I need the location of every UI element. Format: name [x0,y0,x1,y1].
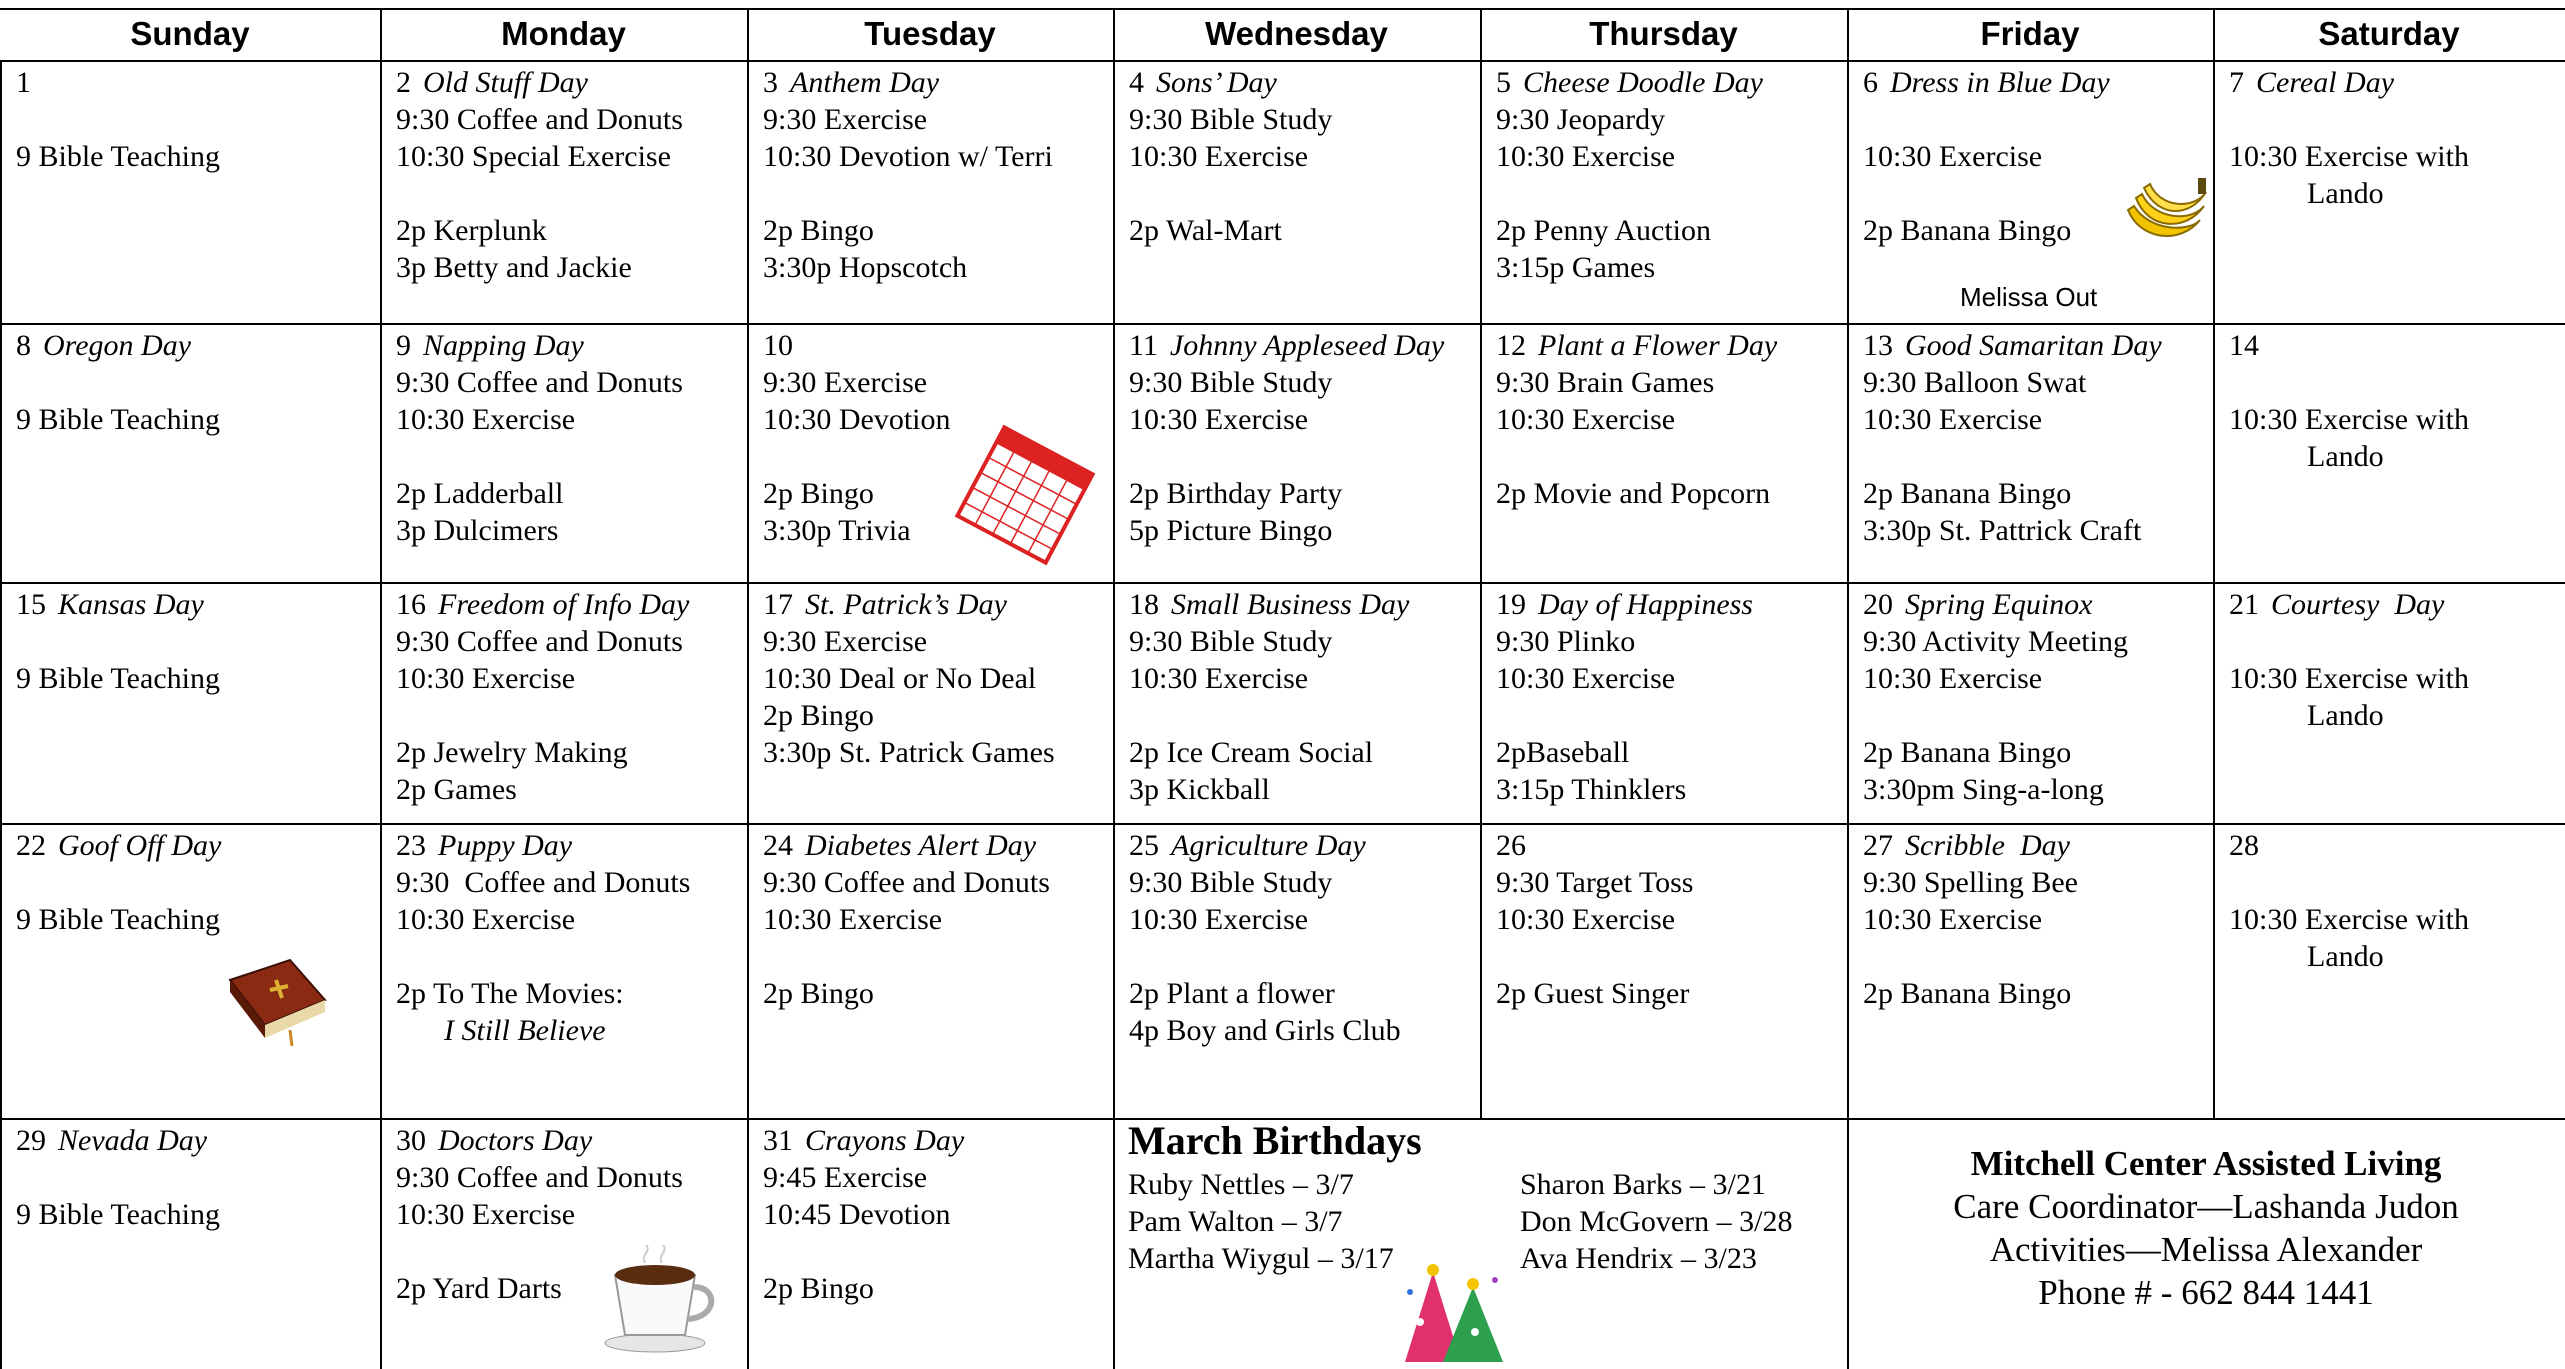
activity-line: 9:30 Exercise [763,103,928,136]
activity-line: 2p Banana Bingo [1863,477,2072,510]
day-cell [1480,582,1847,823]
activity-line: 9:30 Bible Study [1129,866,1333,899]
activity-line: 10:30 Exercise [763,903,943,936]
activity-line: 9 Bible Teaching [16,403,220,436]
activity-line: 5p Picture Bingo [1129,514,1333,547]
activity-line: 2pBaseball [1496,736,1630,769]
activity-line [1863,938,2213,975]
activity-line: 3:15p Thinklers [1496,773,1687,806]
activity-line [763,175,1113,212]
activity-line [396,697,747,734]
day-number: 14 [2229,329,2259,362]
party-hats-icon [1395,1262,1515,1367]
activity-line: 10:30 Exercise [1496,903,1676,936]
activity-line: 10:30 Exercise [396,662,576,695]
activity-line: 9:30 Bible Study [1129,625,1333,658]
day-heading [1496,327,1847,364]
activity-line [396,938,747,975]
day-heading [396,586,747,623]
day-cell [747,823,1113,1118]
day-number: 29 [16,1124,46,1157]
day-heading [1129,327,1480,364]
header-separator [1847,8,1849,60]
friday-note: Melissa Out [1960,282,2098,312]
activity-line: 10:30 Special Exercise [396,140,671,173]
activity-line [16,864,380,901]
day-theme: Courtesy Day [2271,588,2445,621]
day-theme: Sons’ Day [1156,66,1277,99]
activity-line [1496,697,1847,734]
day-cell [380,823,747,1118]
day-number: 18 [1129,588,1159,621]
day-number: 2 [396,66,411,99]
activity-line: 9 Bible Teaching [16,1198,220,1231]
activity-line: 10:30 Deal or No Deal [763,662,1037,695]
activity-line [1129,175,1480,212]
activity-line: 9:30 Exercise [763,366,928,399]
day-heading [763,327,1113,364]
day-heading [2229,327,2565,364]
bingo-card-icon [950,420,1100,570]
activity-line: 2p Bingo [763,977,874,1010]
day-theme: Dress in Blue Day [1890,66,2110,99]
activity-line: 2p Wal-Mart [1129,214,1282,247]
care-coordinator: Care Coordinator—Lashanda Judon [1953,1187,2459,1226]
activity-line: 9:30 Spelling Bee [1863,866,2078,899]
day-cell [1113,823,1480,1118]
activity-line: 9:30 Coffee and Donuts [396,866,691,899]
day-theme: Small Business Day [1171,588,1410,621]
day-cell [1480,823,1847,1118]
day-cell [2213,582,2565,823]
activity-line [763,938,1113,975]
day-number: 12 [1496,329,1526,362]
day-heading [1496,64,1847,101]
day-cell [1847,823,2213,1118]
day-heading [16,327,380,364]
activity-line [16,364,380,401]
activity-line [2229,864,2565,901]
day-heading [2229,827,2565,864]
header-separator [380,8,382,60]
activity-line: 10:30 Devotion w/ Terri [763,140,1053,173]
day-number: 25 [1129,829,1159,862]
activity-line: 9:30 Coffee and Donuts [396,103,683,136]
day-theme: Crayons Day [805,1124,965,1157]
day-number: 30 [396,1124,426,1157]
header-wednesday: Wednesday [1205,15,1388,52]
activity-line: 9:30 Bible Study [1129,366,1333,399]
activity-line [16,101,380,138]
day-theme: Doctors Day [438,1124,593,1157]
day-number: 23 [396,829,426,862]
birthday-entry: Pam Walton – 3/7 [1128,1205,1343,1238]
day-theme: Oregon Day [43,329,192,362]
header-friday: Friday [1980,15,2080,52]
day-theme: Goof Off Day [58,829,222,862]
activity-line: 2p Jewelry Making [396,736,628,769]
activity-line: 9:30 Coffee and Donuts [396,366,683,399]
day-heading [763,64,1113,101]
day-number: 11 [1129,329,1158,362]
activity-line: 10:30 Devotion [763,403,951,436]
activity-line: 10:30 Exercise [396,903,576,936]
activity-line: 2p Yard Darts [396,1272,562,1305]
activity-line: 2p Kerplunk [396,214,547,247]
day-cell [0,582,380,823]
activity-line: 9:45 Exercise [763,1161,928,1194]
activity-line [2229,101,2565,138]
day-heading [2229,586,2565,623]
day-heading [763,1122,1113,1159]
day-number: 31 [763,1124,793,1157]
activity-line: 2p Banana Bingo [1863,977,2072,1010]
header-thursday: Thursday [1589,15,1738,52]
day-number: 26 [1496,829,1526,862]
day-theme: Kansas Day [58,588,204,621]
day-cell [2213,60,2565,323]
bible-icon [220,950,330,1050]
birthday-entry: Don McGovern – 3/28 [1520,1205,1793,1238]
activity-line: 2p To The Movies: [396,977,624,1010]
day-heading [396,1122,747,1159]
activity-line: 3p Dulcimers [396,514,559,547]
activity-line: 10:30 Exercise [1129,140,1309,173]
activity-line [2229,364,2565,401]
facility-info [1847,1142,2565,1314]
activity-line: 2p Banana Bingo [1863,736,2072,769]
day-cell [747,60,1113,323]
activity-line [1863,697,2213,734]
day-theme: Nevada Day [58,1124,208,1157]
day-theme: Cheese Doodle Day [1523,66,1763,99]
day-number: 21 [2229,588,2259,621]
activity-line: 3:30p Trivia [763,514,911,547]
activity-line [16,1159,380,1196]
activity-line: 2p Bingo [763,214,874,247]
activity-line: Lando [2307,177,2384,210]
day-heading [396,327,747,364]
activity-line [396,438,747,475]
activity-line: Lando [2307,940,2384,973]
day-heading [1129,64,1480,101]
activity-line [1129,697,1480,734]
birthdays-left [1128,1166,1394,1277]
activity-line: 10:30 Exercise [1863,903,2043,936]
activity-line: 9 Bible Teaching [16,903,220,936]
day-theme: Day of Happiness [1538,588,1753,621]
day-cell [0,60,380,323]
day-cell [747,582,1113,823]
activity-line [1129,438,1480,475]
activity-line: 3p Betty and Jackie [396,251,632,284]
birthday-entry: Martha Wiygul – 3/17 [1128,1242,1394,1275]
activity-line: 9:30 Jeopardy [1496,103,1666,136]
activity-line: 9:30 Bible Study [1129,103,1333,136]
activity-line: I Still Believe [444,1014,606,1047]
activity-line [1496,175,1847,212]
day-theme: Anthem Day [790,66,940,99]
activity-line: 2p Ladderball [396,477,564,510]
day-heading [1129,586,1480,623]
day-theme: St. Patrick’s Day [805,588,1007,621]
day-number: 15 [16,588,46,621]
activity-line: Lando [2307,699,2384,732]
activity-line: 9:30 Plinko [1496,625,1636,658]
day-heading [1863,827,2213,864]
activity-line: 2p Bingo [763,477,874,510]
header-separator [1113,8,1115,60]
day-theme: Scribble Day [1905,829,2070,862]
day-theme: Puppy Day [438,829,573,862]
activity-line: 10:30 Exercise [1129,903,1309,936]
day-cell [1480,323,1847,582]
facility-name: Mitchell Center Assisted Living [1970,1144,2442,1183]
activity-line [763,1233,1113,1270]
day-number: 7 [2229,66,2244,99]
day-number: 10 [763,329,793,362]
activity-line: 10:30 Exercise with [2229,140,2469,173]
activity-line: 2p Guest Singer [1496,977,1690,1010]
activity-line: 2p Plant a flower [1129,977,1335,1010]
activity-line: 2p Bingo [763,1272,874,1305]
birthday-entry: Ruby Nettles – 3/7 [1128,1168,1354,1201]
birthday-entry: Ava Hendrix – 3/23 [1520,1242,1757,1275]
day-number: 17 [763,588,793,621]
day-heading [763,827,1113,864]
day-cell [1480,60,1847,323]
activity-line: 10:30 Exercise [396,403,576,436]
day-heading [16,586,380,623]
activity-line [1129,938,1480,975]
activity-line: 3:30pm Sing-a-long [1863,773,2104,806]
header-sunday: Sunday [130,15,250,52]
activity-line: 3:30p St. Pattrick Craft [1863,514,2142,547]
day-cell [1847,323,2213,582]
day-number: 27 [1863,829,1893,862]
day-heading [16,827,380,864]
activity-line: 10:30 Exercise with [2229,403,2469,436]
activity-line: 2p Movie and Popcorn [1496,477,1771,510]
day-heading [16,64,380,101]
birthdays-right [1520,1166,1792,1277]
activity-line: 10:30 Exercise [1129,403,1309,436]
activity-line: 10:30 Exercise [1863,140,2043,173]
activity-line: 10:30 Exercise with [2229,903,2469,936]
activity-line: 9:30 Balloon Swat [1863,366,2087,399]
day-cell [0,1118,380,1369]
activity-line: 10:30 Exercise [1496,140,1676,173]
header-tuesday: Tuesday [864,15,996,52]
activity-line: 2p Bingo [763,699,874,732]
activity-line: 2p Banana Bingo [1863,214,2072,247]
day-heading [1129,827,1480,864]
coffee-cup-icon [600,1245,720,1355]
birthday-entry: Sharon Barks – 3/21 [1520,1168,1766,1201]
day-cell [2213,323,2565,582]
activity-line [1863,438,2213,475]
day-heading [396,64,747,101]
header-separator [1480,8,1482,60]
activity-line: 9:30 Coffee and Donuts [396,625,683,658]
activity-line: 10:30 Exercise with [2229,662,2469,695]
day-number: 1 [16,66,31,99]
day-number: 8 [16,329,31,362]
header-separator [2213,8,2215,60]
activities-director: Activities—Melissa Alexander [1989,1230,2423,1269]
activity-line: 3:30p St. Patrick Games [763,736,1055,769]
activity-line: 10:30 Exercise [1496,662,1676,695]
day-theme: Napping Day [423,329,584,362]
day-heading [1496,827,1847,864]
activity-line: 4p Boy and Girls Club [1129,1014,1401,1047]
day-heading [1863,586,2213,623]
day-cell [747,1118,1113,1369]
activity-line: 9:30 Exercise [763,625,928,658]
day-number: 20 [1863,588,1893,621]
activity-line: 10:30 Exercise [1863,403,2043,436]
top-border [0,8,2565,10]
day-theme: Agriculture Day [1171,829,1366,862]
day-number: 9 [396,329,411,362]
activity-line [2229,623,2565,660]
day-heading [763,586,1113,623]
day-cell [1113,582,1480,823]
day-theme: Freedom of Info Day [438,588,690,621]
day-number: 13 [1863,329,1893,362]
activity-line: 2p Birthday Party [1129,477,1343,510]
activity-line: 10:30 Exercise [396,1198,576,1231]
day-cell [1847,582,2213,823]
activity-line: 9:30 Brain Games [1496,366,1715,399]
activity-line: 9:30 Coffee and Donuts [763,866,1050,899]
day-heading [2229,64,2565,101]
day-theme: Diabetes Alert Day [805,829,1037,862]
day-number: 3 [763,66,778,99]
day-number: 22 [16,829,46,862]
day-cell [0,323,380,582]
day-cell [2213,823,2565,1118]
header-monday: Monday [501,15,626,52]
day-theme: Plant a Flower Day [1538,329,1778,362]
day-cell [380,323,747,582]
header-divider [0,60,2565,62]
day-number: 28 [2229,829,2259,862]
activity-line: 3p Kickball [1129,773,1270,806]
day-number: 19 [1496,588,1526,621]
day-cell [380,582,747,823]
activity-line: 2p Ice Cream Social [1129,736,1374,769]
activity-line: 9:30 Target Toss [1496,866,1694,899]
day-heading [1863,64,2213,101]
day-cell [380,60,747,323]
activity-line: 9:30 Coffee and Donuts [396,1161,683,1194]
birthdays-title: March Birthdays [1128,1118,1422,1163]
activity-line: 3:15p Games [1496,251,1656,284]
activity-line [396,175,747,212]
day-cell [1113,60,1480,323]
activity-line [16,623,380,660]
day-number: 24 [763,829,793,862]
header-saturday: Saturday [2318,15,2460,52]
day-cell [1113,323,1480,582]
day-theme: Cereal Day [2256,66,2395,99]
activity-line: 9:30 Activity Meeting [1863,625,2128,658]
day-number: 5 [1496,66,1511,99]
activity-line: Lando [2307,440,2384,473]
activity-line: 10:45 Devotion [763,1198,951,1231]
day-theme: Old Stuff Day [423,66,588,99]
facility-phone: Phone # - 662 844 1441 [2038,1273,2374,1312]
day-number: 6 [1863,66,1878,99]
day-heading [1496,586,1847,623]
header-separator [747,8,749,60]
day-heading [1863,327,2213,364]
day-heading [396,827,747,864]
activity-line: 10:30 Exercise [1496,403,1676,436]
day-number: 4 [1129,66,1144,99]
day-number: 16 [396,588,426,621]
activity-line: 9 Bible Teaching [16,662,220,695]
activity-line: 2p Penny Auction [1496,214,1711,247]
activity-line: 10:30 Exercise [1863,662,2043,695]
activity-line [1863,101,2213,138]
activity-line: 2p Games [396,773,517,806]
activity-line [1496,438,1847,475]
day-theme: Johnny Appleseed Day [1169,329,1445,362]
activity-line: 10:30 Exercise [1129,662,1309,695]
activity-line [1496,938,1847,975]
activity-line: 3:30p Hopscotch [763,251,968,284]
day-heading [16,1122,380,1159]
banana-icon [2120,170,2208,250]
day-theme: Good Samaritan Day [1905,329,2162,362]
activity-line: 9 Bible Teaching [16,140,220,173]
day-theme: Spring Equinox [1905,588,2093,621]
